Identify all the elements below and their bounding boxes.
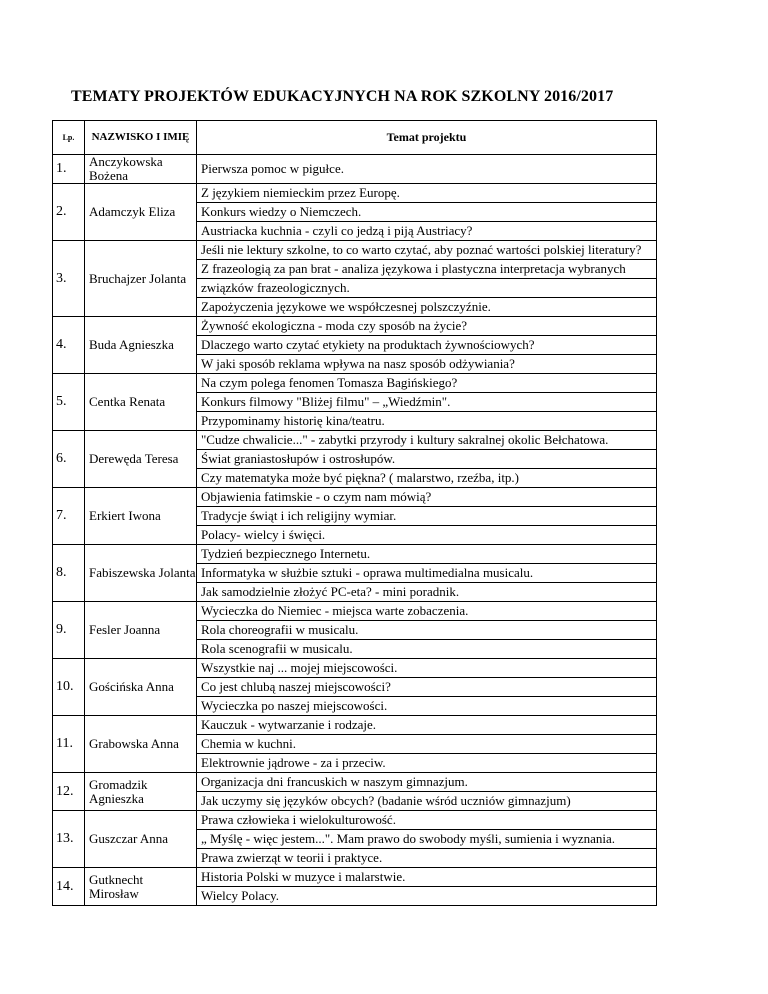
teacher-name: Erkiert Iwona (85, 488, 197, 545)
teacher-name: Grabowska Anna (85, 716, 197, 773)
project-topic: Kauczuk - wytwarzanie i rodzaje. (197, 716, 656, 735)
project-topic: Pierwsza pomoc w pigułce. (201, 161, 344, 176)
project-topic: Żywność ekologiczna - moda czy sposób na życie? (197, 317, 656, 336)
project-topic: Z frazeologią za pan brat - analiza językowa i plastyczna interpretacja wybranych (197, 260, 656, 279)
header-name: NAZWISKO I IMIĘ (85, 121, 197, 155)
project-topic: Konkurs wiedzy o Niemczech. (197, 203, 656, 222)
teacher-name: Anczykowska Bożena (85, 155, 197, 184)
project-topic: Wielcy Polacy. (201, 888, 280, 903)
table-row (53, 602, 657, 659)
row-number: 4. (53, 317, 85, 374)
row-number: 10. (53, 659, 85, 716)
project-topic: Świat graniastosłupów i ostrosłupów. (197, 450, 656, 469)
project-topic: Wycieczka do Niemiec - miejsca warte zobaczenia. (197, 602, 656, 621)
project-topic: W jaki sposób reklama wpływa na nasz sposób odżywiania? (201, 356, 515, 371)
project-topic: Polacy- wielcy i święci. (201, 527, 326, 542)
topics-cell (197, 602, 657, 659)
project-topic: Jeśli nie lektury szkolne, to co warto czytać, aby poznać wartości polskiej literatury? (197, 241, 656, 260)
topics-cell (197, 488, 657, 545)
row-number: 5. (53, 374, 85, 431)
project-topic: Elektrownie jądrowe - za i przeciw. (201, 755, 386, 770)
topics-cell (197, 716, 657, 773)
row-number: 14. (53, 868, 85, 906)
topics-cell (197, 241, 657, 317)
header-topic: Temat projektu (197, 121, 657, 155)
teacher-name: Centka Renata (85, 374, 197, 431)
table-row (53, 488, 657, 545)
project-topic: Objawienia fatimskie - o czym nam mówią? (197, 488, 656, 507)
table-row (53, 811, 657, 868)
teacher-name: Bruchajzer Jolanta (85, 241, 197, 317)
table-row (53, 241, 657, 317)
teacher-name: Buda Agnieszka (85, 317, 197, 374)
row-number: 9. (53, 602, 85, 659)
project-topic: Historia Polski w muzyce i malarstwie. (197, 868, 656, 887)
teacher-name: Guszczar Anna (85, 811, 197, 868)
table-row (53, 184, 657, 241)
topics-cell (197, 811, 657, 868)
project-topic: Jak samodzielnie złożyć PC-eta? - mini poradnik. (201, 584, 460, 599)
teacher-name: Adamczyk Eliza (85, 184, 197, 241)
project-topic: Prawa człowieka i wielokulturowość. (197, 811, 656, 830)
project-topic: "Cudze chwalicie..." - zabytki przyrody i kultury sakralnej okolic Bełchatowa. (197, 431, 656, 450)
project-topic: Tradycje świąt i ich religijny wymiar. (197, 507, 656, 526)
table-row (53, 155, 657, 184)
teacher-name: Fabiszewska Jolanta (85, 545, 197, 602)
teacher-name: Gutknecht Mirosław (85, 868, 197, 906)
row-number: 8. (53, 545, 85, 602)
topics-cell (197, 431, 657, 488)
teacher-name: Fesler Joanna (85, 602, 197, 659)
project-topic: związków frazeologicznych. (197, 279, 656, 298)
project-topic: Z językiem niemieckim przez Europę. (197, 184, 656, 203)
project-topic: Co jest chlubą naszej miejscowości? (197, 678, 656, 697)
topics-cell (197, 184, 657, 241)
table-row (53, 868, 657, 906)
project-topic: Na czym polega fenomen Tomasza Bagińskiego? (197, 374, 656, 393)
row-number: 1. (53, 155, 85, 184)
table-row (53, 317, 657, 374)
row-number: 3. (53, 241, 85, 317)
project-topic: Dlaczego warto czytać etykiety na produktach żywnościowych? (197, 336, 656, 355)
project-topic: Zapożyczenia językowe we współczesnej polszczyźnie. (201, 299, 491, 314)
project-topic: Chemia w kuchni. (197, 735, 656, 754)
row-number: 6. (53, 431, 85, 488)
project-topic: Rola scenografii w musicalu. (201, 641, 353, 656)
topics-cell (197, 155, 657, 184)
project-topic: Rola choreografii w musicalu. (197, 621, 656, 640)
row-number: 13. (53, 811, 85, 868)
project-topic: Organizacja dni francuskich w naszym gimnazjum. (197, 773, 656, 792)
project-topic: Wycieczka po naszej miejscowości. (201, 698, 388, 713)
table-row (53, 545, 657, 602)
project-topic: Austriacka kuchnia - czyli co jedzą i piją Austriacy? (201, 223, 473, 238)
row-number: 12. (53, 773, 85, 811)
table-row (53, 374, 657, 431)
table-row (53, 773, 657, 811)
project-topic: Czy matematyka może być piękna? ( malarstwo, rzeźba, itp.) (201, 470, 520, 485)
row-number: 2. (53, 184, 85, 241)
topics-cell (197, 868, 657, 906)
document-title: TEMATY PROJEKTÓW EDUKACYJNYCH NA ROK SZKOLNY 2016/2017 (71, 88, 614, 105)
topics-cell (197, 773, 657, 811)
topics-cell (197, 659, 657, 716)
project-topic: Przypominamy historię kina/teatru. (201, 413, 385, 428)
table-row (53, 716, 657, 773)
header-lp: Lp. (53, 121, 85, 155)
table-row (53, 431, 657, 488)
topics-cell (197, 317, 657, 374)
project-topic: „ Myślę - więc jestem...". Mam prawo do swobody myśli, sumienia i wyznania. (197, 830, 656, 849)
project-topic: Tydzień bezpiecznego Internetu. (197, 545, 656, 564)
topics-cell (197, 545, 657, 602)
teacher-name: Gościńska Anna (85, 659, 197, 716)
table-row (53, 659, 657, 716)
table-header-row (53, 121, 657, 155)
row-number: 7. (53, 488, 85, 545)
project-topic: Konkurs filmowy "Bliżej filmu" – „Wiedźmin". (197, 393, 656, 412)
row-number: 11. (53, 716, 85, 773)
teacher-name: Derewęda Teresa (85, 431, 197, 488)
project-topic: Wszystkie naj ... mojej miejscowości. (197, 659, 656, 678)
project-topic: Prawa zwierząt w teorii i praktyce. (201, 850, 383, 865)
project-topic: Jak uczymy się języków obcych? (badanie wśród uczniów gimnazjum) (201, 793, 571, 808)
project-topic: Informatyka w służbie sztuki - oprawa multimedialna musicalu. (197, 564, 656, 583)
topics-cell (197, 374, 657, 431)
projects-table (52, 120, 657, 906)
teacher-name: Gromadzik Agnieszka (85, 773, 197, 811)
